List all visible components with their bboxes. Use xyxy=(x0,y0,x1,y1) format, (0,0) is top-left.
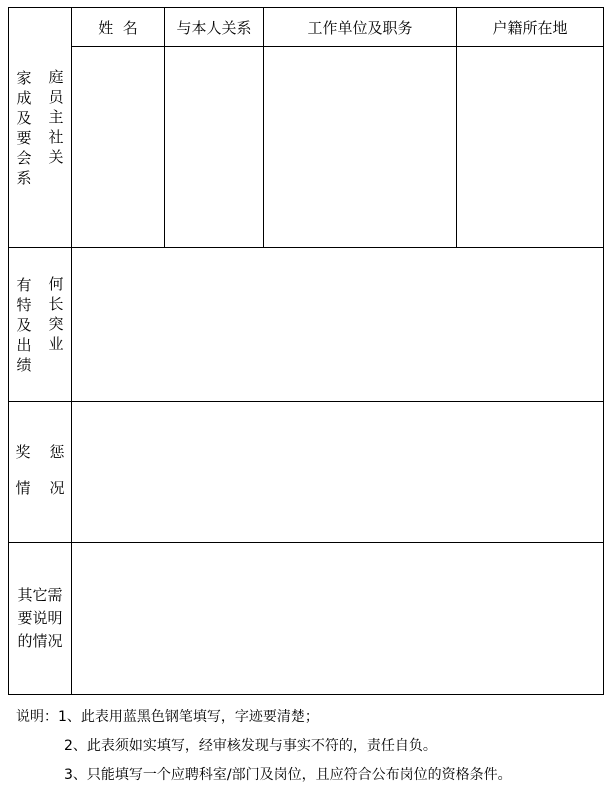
other-info-label-cell xyxy=(9,543,72,695)
family-employer-cell[interactable] xyxy=(264,47,457,248)
family-members-label-cell xyxy=(9,8,72,248)
note-item-1: 1、此表用蓝黑色钢笔填写，字迹要清楚； xyxy=(58,709,319,725)
specialty-achievements-label-cell xyxy=(9,248,72,402)
rewards-label-line2: 情 况 xyxy=(15,479,65,497)
other-label-line3: 的情况 xyxy=(17,632,63,650)
family-household-cell[interactable] xyxy=(457,47,604,248)
header-household-registration: 户籍所在地 xyxy=(457,8,604,47)
notes-title: 说明： xyxy=(16,709,58,725)
note-item-3: 3、只能填写一个应聘科室/部门及岗位，且应符合公布岗位的资格条件。 xyxy=(64,767,512,783)
registration-form-table xyxy=(8,7,604,695)
family-label-left: 家成及要会系 xyxy=(16,68,32,187)
family-relationship-cell[interactable] xyxy=(165,47,264,248)
note-item-2: 2、此表须如实填写，经审核发现与事实不符的，责任自负。 xyxy=(64,738,437,754)
family-name-cell[interactable] xyxy=(72,47,165,248)
other-label-line2: 要说明 xyxy=(17,609,63,627)
specialty-achievements-field[interactable] xyxy=(72,248,604,402)
instructions-notes xyxy=(0,703,615,790)
specialty-label-left: 有特及出绩 xyxy=(16,275,32,374)
rewards-label-line1: 奖 惩 xyxy=(15,443,65,461)
rewards-punishments-field[interactable] xyxy=(72,402,604,543)
header-name: 姓 名 xyxy=(72,8,165,47)
header-employer-position: 工作单位及职务 xyxy=(264,8,457,47)
other-label-line1: 其它需 xyxy=(17,586,63,604)
other-info-field[interactable] xyxy=(72,543,604,695)
note-line-2 xyxy=(0,732,615,761)
rewards-punishments-label-cell xyxy=(9,402,72,543)
header-relationship: 与本人关系 xyxy=(165,8,264,47)
specialty-label-right: 何长突业 xyxy=(48,274,64,353)
family-label-right: 庭员主社关 xyxy=(48,67,64,166)
note-line-1 xyxy=(0,703,615,732)
note-line-3 xyxy=(0,761,615,790)
